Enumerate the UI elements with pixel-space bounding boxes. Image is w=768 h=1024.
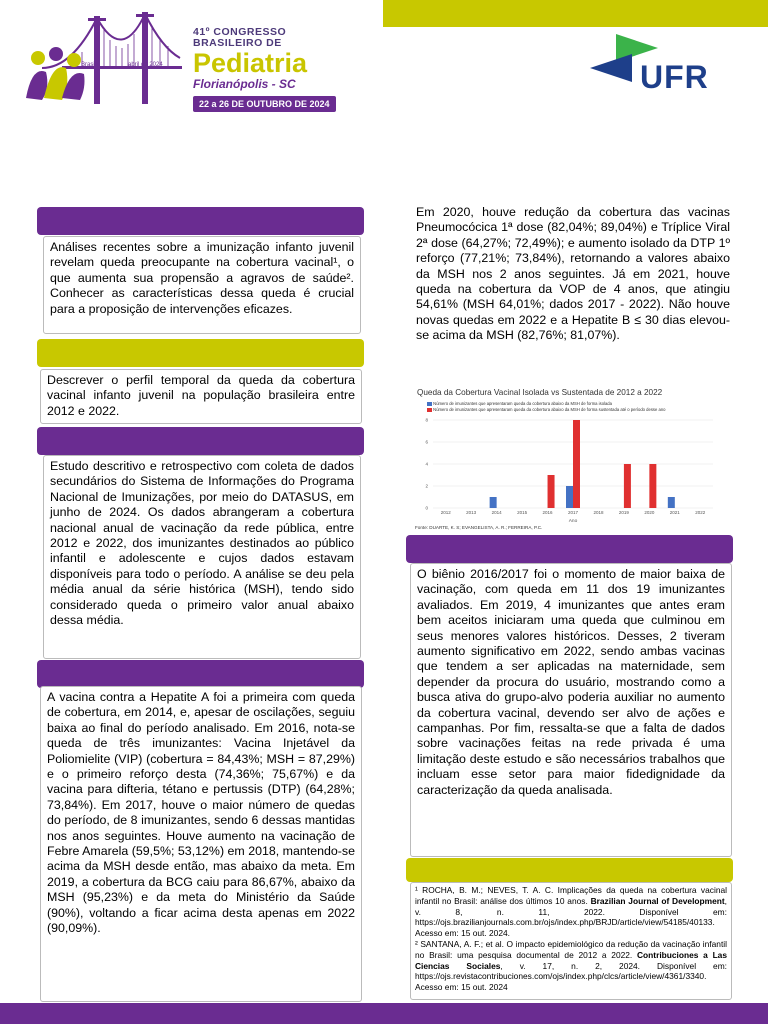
x-tick-label: 2016 [542, 510, 553, 515]
chart-bar [573, 420, 580, 508]
chart-plot [413, 388, 719, 534]
congress-line-2: BRASILEIRO DE [193, 37, 282, 49]
reference-2 [415, 939, 727, 993]
university-logo [588, 32, 738, 98]
x-tick-label: 2018 [593, 510, 604, 515]
logo-small-text: Brasi [81, 62, 95, 68]
reference-2-text: ² SANTANA, A. F.; et al. O impacto epidemiológico da redução da vacinação infantil no Brasil: uma pesquisa documental de 2012 a 2022. [415, 938, 727, 960]
x-tick-label: 2013 [466, 510, 477, 515]
objective-text: Descrever o perfil temporal da queda da cobertura vacinal infanto juvenil na população brasileira entre 2012 e 2022. [47, 373, 355, 418]
references-box [410, 882, 732, 1000]
method-box [43, 455, 361, 659]
section-header-results [37, 660, 364, 688]
section-header-introduction [37, 207, 364, 235]
y-tick-label: 6 [425, 439, 428, 445]
y-tick-label: 0 [425, 505, 428, 511]
x-axis-label: Ano [568, 519, 578, 524]
y-tick-label: 8 [425, 417, 428, 423]
chart-bar [624, 464, 631, 508]
x-tick-label: 2017 [567, 510, 579, 515]
congress-line-1: 41º CONGRESSO [193, 26, 287, 38]
results-left-box [40, 686, 362, 1002]
objective-box [40, 369, 362, 424]
chart-bar [548, 475, 555, 508]
x-tick-label: 2019 [618, 510, 629, 515]
bridge-logo-icon [22, 8, 182, 108]
congress-logo [22, 8, 182, 108]
university-name: UFR [640, 59, 709, 95]
city-label: Florianópolis - SC [193, 77, 296, 91]
chart-bar [649, 464, 656, 508]
section-header-objective [37, 339, 364, 367]
dates-badge: 22 a 26 DE OUTUBRO DE 2024 [193, 96, 336, 112]
top-banner-yellow [383, 0, 768, 27]
coverage-chart [413, 388, 719, 534]
section-header-references [406, 858, 733, 882]
chart-bar [668, 497, 675, 508]
legend-label-isolated: Número de imunizantes que apresentaram queda da cobertura abaixo da MSH de forma isolada [433, 401, 612, 406]
conclusion-box [410, 563, 732, 857]
y-tick-label: 4 [425, 461, 428, 467]
method-text: Estudo descritivo e retrospectivo com coleta de dados secundários do Sistema de Informações do Programa Nacional de Imunizações, por meio do DATASUS, em junho de 2024. Os dados abrangeram a cobertura nacional anual de vacinação da rede pública, entre 2012 e 2022, dos imunizantes destinados ao público infantil e adolescente e cujos dados estavam disponíveis para todo o período. A análise se deu pela média anual da série histórica (MSH), tendo sido considerado queda o primeiro valor anual abaixo dessa média. [50, 459, 354, 628]
x-tick-label: 2015 [517, 510, 528, 515]
introduction-box [43, 236, 361, 334]
x-tick-label: 2020 [644, 510, 655, 515]
section-header-conclusion [406, 535, 733, 563]
results-left-text: A vacina contra a Hepatite A foi a primeira com queda de cobertura, em 2014, e, apesar de oscilações, seguiu baixa ao final do período analisado. Em 2016, nota-se queda de três imunizantes: Vacina Injetável da Poliomielite (VIP) (cobertura = 84,43%; MSH = 87,29%) e o primeiro reforço desta (74,36%; 75,67%) e da vacina para difteria, tétano e pertussis (DTP) (64,28%; 73,84%). Em 2017, houve o maior número de quedas do período, de 8 imunizantes, sendo 6 dessas mantidas nos anos seguintes. Houve aumento na vacinação de Febre Amarela (59,5%; 53,12%) em 2018, mantendo-se acima da MSH desde então, mas abaixo da meta. Em 2019, a cobertura da BCG caiu para 86,67%, abaixo da MSH (95,23%) e da meta do Ministério da Saúde (90%), voltando a ficar acima desta apenas em 2022 (90,09%). [47, 690, 355, 936]
introduction-text: Análises recentes sobre a imunização infanto juvenil revelam queda preocupante na cobertura vacinal¹, o que aumenta sua propensão a agravos de saúde². Conhecer as características dessa queda é crucial para a proposição de intervenções eficazes. [50, 240, 354, 316]
legend-label-sustained: Número de imunizantes que apresentaram queda da cobertura abaixo da MSH de forma sustentada até o período desse ano [433, 407, 666, 412]
results-right-box [412, 205, 734, 390]
x-tick-label: 2014 [491, 510, 502, 515]
section-header-method [37, 427, 364, 455]
reference-1-text: ¹ ROCHA, B. M.; NEVES, T. A. C. Implicações da queda na cobertura vacinal infantil no Brasil: análise dos últimos 10 anos. [415, 885, 727, 906]
results-right-text: Em 2020, houve redução da cobertura das vacinas Pneumocócica 1ª dose (82,04%; 89,04%) e Tríplice Viral 2ª dose (64,27%; 72,49%); e aumento isolado da DTP 1º reforço (77,21%; 73,84%), retornando a valores abaixo da MSH nos 2 anos seguintes. Já em 2021, houve queda na cobertura da VOP de 4 anos, que atingiu 54,61% (MSH 64,01%; dados 2017 - 2022). Não houve novas quedas em 2022 e a Hepatite B ≤ 30 dias elevou-se acima da MSH (82,76%; 81,07%). [416, 205, 730, 343]
x-tick-label: 2021 [669, 510, 680, 515]
reference-1 [415, 885, 727, 939]
reference-2-journal: Contribuciones a Las Ciencias Sociales [415, 949, 728, 971]
conclusion-text: O biênio 2016/2017 foi o momento de maior baixa de vacinação, com queda em 11 dos 19 imunizantes avaliados. Em 2019, 4 imunizantes que antes eram bem aceitos iniciaram uma queda que culminou em seus menores valores históricos. Desses, 2 tiveram aumento significativo em 2022, sendo ambas vacinas que tendem a ser aplicadas na maternidade, sem depender da procura do usuário, mostrando como a busca ativa do grupo-alvo poderia auxiliar no aumento da cobertura vacinal, devendo ser alvo de ações e campanhas. Por fim, ressalta-se que a falta de dados sobre vacinações feitas na rede privada é uma limitação deste estudo e são necessários trabalhos que incluam esse setor para maior fidedignidade da caracterização da queda analisada. [417, 567, 725, 797]
chart-bar [566, 486, 573, 508]
x-tick-label: 2012 [440, 510, 451, 515]
reference-2-details: , v. 17, n. 2, 2024. Disponível em: https://ojs.revistacontribuciones.com/ojs/index.php/clcs/article/view/4361/3340. Acesso em: 15 out. 2024 [415, 960, 728, 993]
footer-bar [0, 1003, 768, 1024]
brand-title: Pediatria [193, 48, 308, 78]
congress-title-block [193, 27, 353, 112]
y-tick-label: 2 [425, 483, 428, 489]
chart-title: Queda da Cobertura Vacinal Isolada vs Sustentada de 2012 a 2022 [417, 388, 663, 397]
chart-bar [490, 497, 497, 508]
logo-small-text-2: abril de 2024 [128, 62, 163, 68]
reference-1-journal: Brazilian Journal of Development [590, 895, 725, 906]
chart-source: Fonte: DUARTE, K. S; EVANGELISTA, A. R.; FERREIRA, P.C. [415, 525, 543, 530]
x-tick-label: 2022 [695, 510, 706, 515]
reference-1-details: , v. 8, n. 11, 2022. Disponível em: https://ojs.brazilianjournals.com.br/ojs/index.php/BRJD/article/view/54185/40133. Acesso em: 15 out. 2024. [415, 895, 727, 939]
